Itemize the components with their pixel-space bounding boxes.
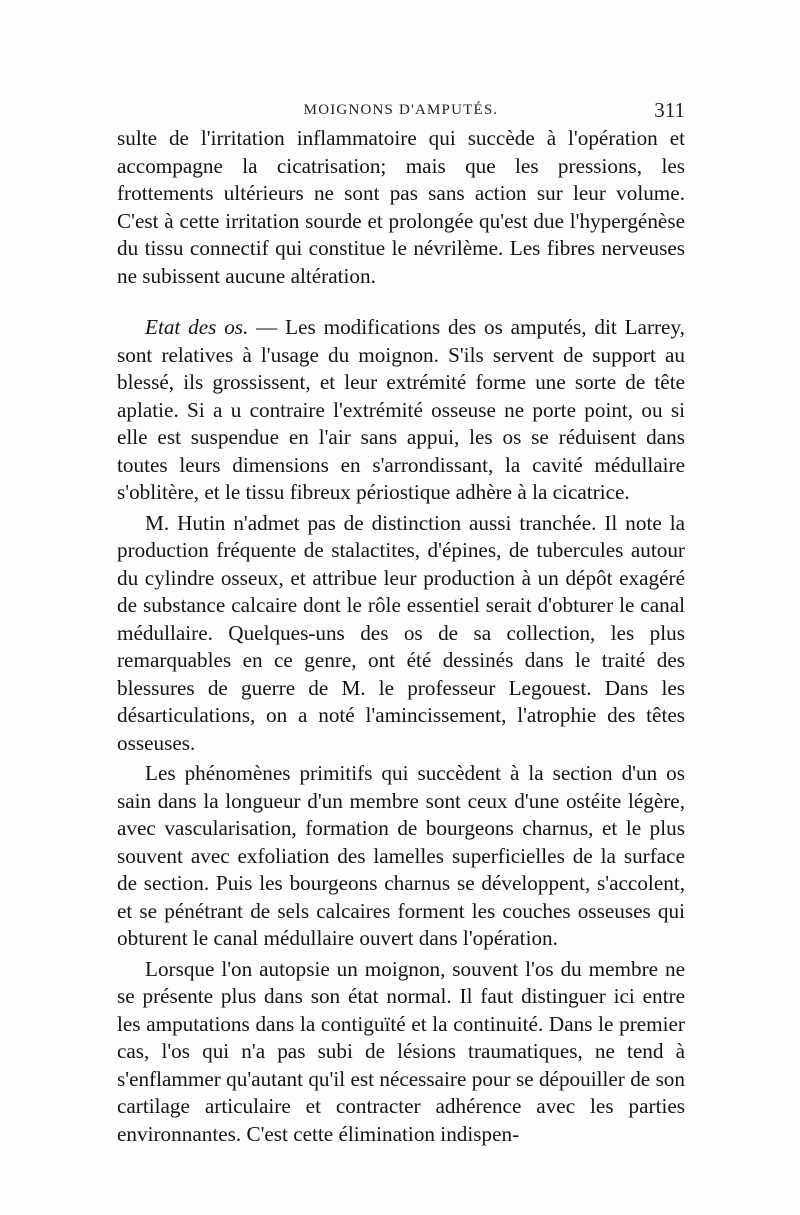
paragraph-text: sulte de l'irritation inflammatoire qui succède à l'opération et accompagne la cicatrisation; mais que les pressions, les frottements ultérieurs ne sont pas sans action sur leur volume. C'est à cette irritation sourde et prolongée qu'est due l'hypergénèse du tissu connectif qui constitue le névrilème. Les fibres nerveuses ne subissent aucune altération. (117, 126, 685, 288)
paragraph-text: Lorsque l'on autopsie un moignon, souvent l'os du membre ne se présente plus dans son état normal. Il faut distinguer ici entre les amputations dans la contiguïté et la continuité. Dans le premier cas, l'os qui n'a pas subi de lésions traumatiques, ne tend à s'enflammer qu'autant qu'il est nécessaire pour se dépouiller de son cartilage articulaire et contracter adhérence avec les parties environnantes. C'est cette élimination indispen- (117, 956, 685, 1146)
section-heading: Etat des os. (145, 315, 249, 339)
paragraph-1 (117, 125, 685, 290)
paragraph-4 (117, 760, 685, 953)
paragraph-text: Les phénomènes primitifs qui succèdent à la section d'un os sain dans la longueur d'un membre sont ceux d'une ostéite légère, avec vascularisation, formation de bourgeons charnus, et le plus souvent avec exfoliation des lamelles superficielles de la surface de section. Puis les bourgeons charnus se développent, s'accolent, et se pénétrant de sels calcaires forment les couches osseuses qui obturent le canal médullaire ouvert dans l'opération. (117, 761, 685, 950)
paragraph-5 (117, 956, 685, 1149)
paragraph-2 (117, 314, 685, 507)
paragraph-text: — Les modifications des os amputés, dit Larrey, sont relatives à l'usage du moignon. S'ils servent de support au blessé, ils grossissent, et leur extrémité forme une sorte de tête aplatie. Si a u contraire l'extrémité osseuse ne porte point, ou si elle est suspendue en l'air sans appui, les os se réduisent dans toutes leurs dimensions en s'arrondissant, la cavité médullaire s'oblitère, et le tissu fibreux périostique adhère à la cicatrice. (117, 315, 685, 504)
page-body (117, 125, 685, 1148)
paragraph-text: M. Hutin n'admet pas de distinction aussi tranchée. Il note la production fréquente de stalactites, d'épines, de tubercules autour du cylindre osseux, et attribue leur production à un dépôt exagéré de substance calcaire dont le rôle essentiel serait d'obturer le canal médullaire. Quelques-uns des os de sa collection, les plus remarquables en ce genre, ont été dessinés dans le traité des blessures de guerre de M. le professeur Legouest. Dans les désarticulations, on a noté l'amincissement, l'atrophie des têtes osseuses. (117, 510, 685, 755)
page-header (117, 98, 685, 124)
page-number: 311 (654, 98, 685, 122)
paragraph-3 (117, 510, 685, 758)
running-title: MOIGNONS D'AMPUTÉS. (303, 102, 499, 118)
